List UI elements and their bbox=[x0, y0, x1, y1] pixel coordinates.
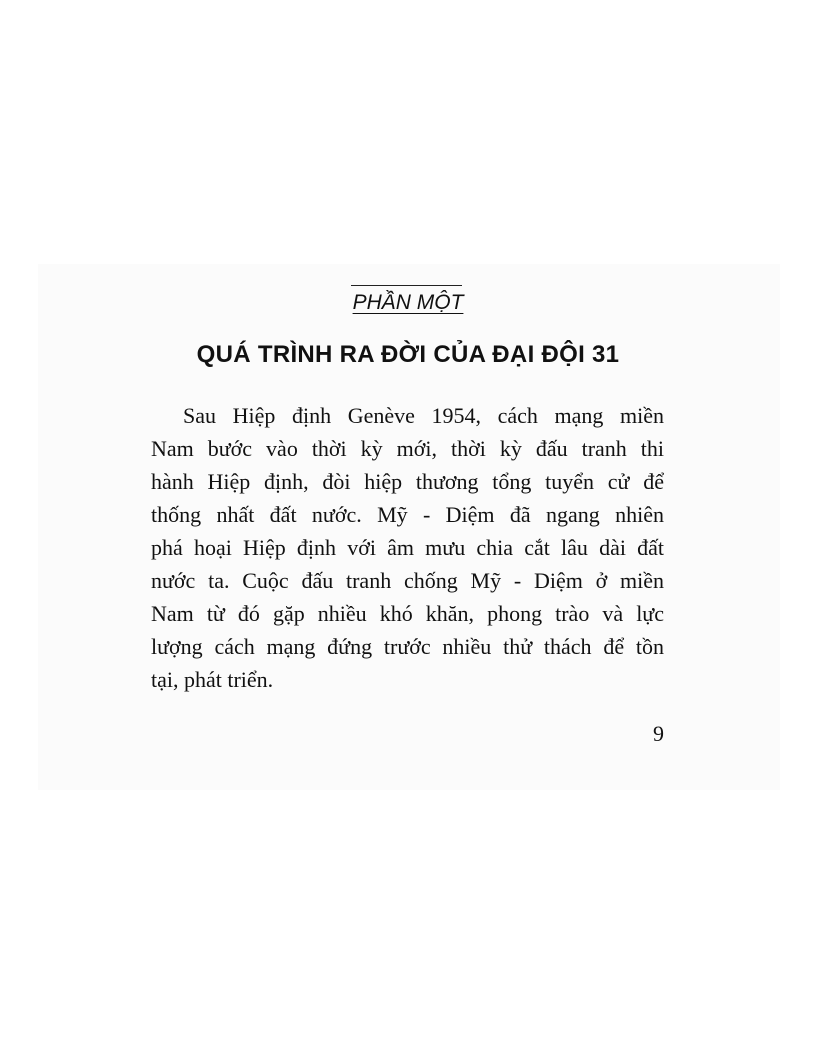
paragraph-line: phá hoại Hiệp định với âm mưu chia cắt lâu dài đất bbox=[151, 535, 664, 560]
body-paragraph bbox=[151, 399, 664, 696]
paragraph-line: nước ta. Cuộc đấu tranh chống Mỹ - Diệm ở miền bbox=[151, 568, 664, 593]
part-heading-text: PHẦN MỘT bbox=[352, 291, 464, 314]
paragraph-line: hành Hiệp định, đòi hiệp thương tổng tuyển cử để bbox=[151, 469, 664, 494]
paragraph-line: tại, phát triển. bbox=[151, 667, 274, 692]
chapter-title: QUÁ TRÌNH RA ĐỜI CỦA ĐẠI ĐỘI 31 bbox=[196, 341, 620, 368]
part-heading-rule bbox=[351, 285, 462, 286]
paragraph-line: Nam từ đó gặp nhiều khó khăn, phong trào và lực bbox=[151, 601, 664, 626]
page-number: 9 bbox=[653, 721, 664, 746]
part-heading bbox=[0, 289, 816, 317]
paragraph-line: lượng cách mạng đứng trước nhiều thử thách để tồn bbox=[151, 634, 664, 659]
paragraph-line: Sau Hiệp định Genève 1954, cách mạng miền bbox=[183, 403, 664, 428]
paragraph-line: Nam bước vào thời kỳ mới, thời kỳ đấu tranh thi bbox=[151, 436, 664, 461]
paragraph-line: thống nhất đất nước. Mỹ - Diệm đã ngang nhiên bbox=[151, 502, 664, 527]
